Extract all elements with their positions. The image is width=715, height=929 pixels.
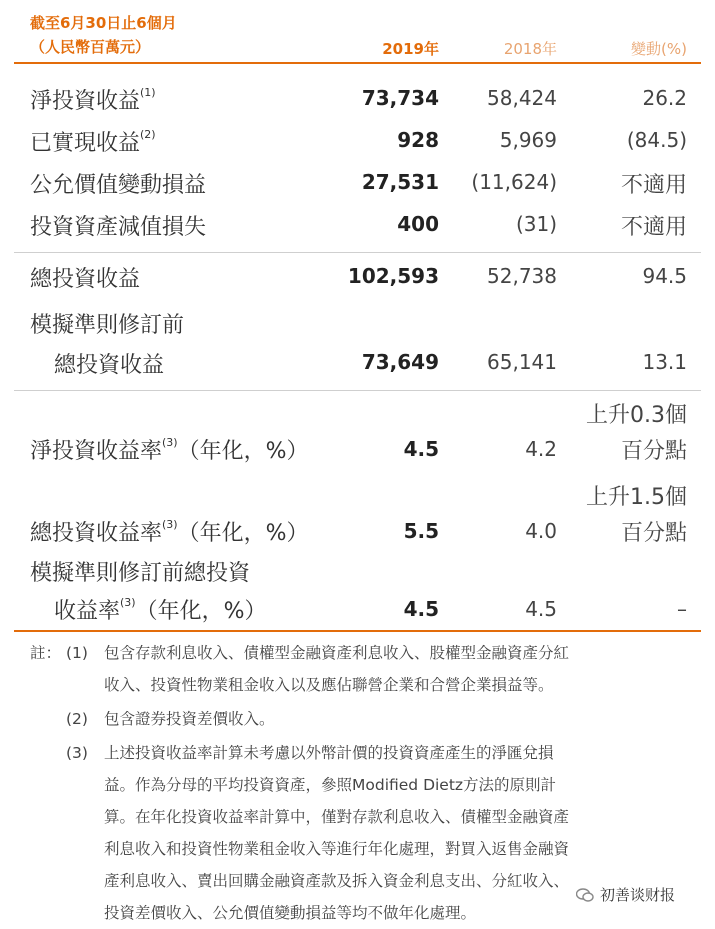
- column-header-2019: 2019年: [382, 40, 439, 58]
- row-label: 已實現收益$^{(2)}$: [30, 128, 156, 156]
- section-divider: [14, 252, 701, 253]
- value-change-line1: 上升1.5個: [586, 485, 687, 510]
- note-3-line: 益。作為分母的平均投資資產，參照Modified Dietz方法的原則計: [104, 776, 557, 794]
- table-row-fair-value-changes: [0, 166, 715, 206]
- note-3-line: 上述投資收益率計算未考慮以外幣計價的投資資產產生的淨匯兌損: [104, 744, 554, 762]
- note-1-line: 包含存款利息收入、債權型金融資產利息收入、股權型金融資產分紅: [104, 644, 570, 662]
- value-2018: 4.0: [525, 519, 557, 543]
- note-1-line: 收入、投資性物業租金收入以及應佔聯營企業和合營企業損益等。: [104, 676, 554, 694]
- watermark-text: 初善谈财报: [599, 886, 675, 904]
- value-2018: 58,424: [487, 86, 557, 110]
- value-2019: 73,734: [361, 86, 439, 110]
- table-row-simulated-total-investment-income: [0, 304, 715, 384]
- row-label-line1: 模擬準則修訂前總投資: [30, 561, 251, 586]
- value-2019: 5.5: [403, 519, 439, 543]
- table-row-net-investment-income: [0, 82, 715, 122]
- wechat-icon: [576, 888, 594, 902]
- value-change-line2: 百分點: [620, 439, 687, 464]
- notes-prefix: 註：: [30, 644, 62, 662]
- table-row-total-investment-income: [0, 260, 715, 300]
- note-1-mark: (1): [66, 644, 88, 662]
- value-2019: 73,649: [361, 350, 439, 374]
- value-2019: 4.5: [403, 597, 439, 621]
- table-row-simulated-total-investment-yield: [0, 554, 715, 630]
- row-label-line1: 模擬準則修訂前: [30, 313, 185, 338]
- table-row-realized-gains: [0, 124, 715, 164]
- value-2018: (31): [515, 212, 557, 236]
- value-2018: 52,738: [487, 264, 557, 288]
- row-label: 總投資收益率$^{(3)}$（年化，%）: [30, 518, 309, 546]
- value-change: 不適用: [620, 173, 687, 198]
- table-row-net-investment-yield: [0, 394, 715, 474]
- note-2-mark: (2): [66, 710, 88, 728]
- note-3-mark: (3): [66, 744, 88, 762]
- value-2019: 27,531: [361, 170, 439, 194]
- row-label: 投資資產減值損失: [30, 215, 207, 240]
- value-2018: 65,141: [487, 350, 557, 374]
- value-change: –: [677, 597, 687, 621]
- value-2018: (11,624): [471, 170, 557, 194]
- row-label: 淨投資收益$^{(1)}$: [30, 86, 156, 114]
- value-change-line1: 上升0.3個: [586, 403, 687, 428]
- note-2-line: 包含證券投資差價收入。: [104, 710, 275, 728]
- note-3-line: 投資差價收入、公允價值變動損益等均不做年化處理。: [104, 904, 477, 922]
- value-2018: 4.5: [525, 597, 557, 621]
- header-divider: [14, 62, 701, 64]
- value-change-line2: 百分點: [620, 521, 687, 546]
- value-2018: 4.2: [525, 437, 557, 461]
- column-header-2018: 2018年: [503, 40, 557, 58]
- value-2019: 928: [397, 128, 439, 152]
- value-2019: 400: [397, 212, 439, 236]
- column-header-change: 變動(%): [631, 40, 687, 58]
- value-2019: 4.5: [403, 437, 439, 461]
- row-label: 淨投資收益率$^{(3)}$（年化，%）: [30, 436, 309, 464]
- table-row-total-investment-yield: [0, 476, 715, 556]
- value-change: 不適用: [620, 215, 687, 240]
- note-3-line: 產利息收入、賣出回購金融資產款及拆入資金利息支出、分紅收入、: [104, 872, 570, 890]
- unit-header: （人民幣百萬元）: [30, 38, 151, 56]
- watermark: [576, 884, 675, 905]
- period-header: 截至6月30日止6個月: [30, 14, 177, 32]
- value-2018: 5,969: [499, 128, 557, 152]
- value-change: 94.5: [642, 264, 687, 288]
- row-label-line2: 總投資收益: [54, 353, 165, 378]
- row-label: 公允價值變動損益: [30, 173, 207, 198]
- section-divider: [14, 390, 701, 391]
- table-bottom-rule: [14, 630, 701, 632]
- value-2019: 102,593: [347, 264, 439, 288]
- note-3-line: 利息收入和投資性物業租金收入等進行年化處理，對買入返售金融資: [104, 840, 570, 858]
- value-change: (84.5): [626, 128, 687, 152]
- value-change: 13.1: [642, 350, 687, 374]
- table-row-impairment-losses: [0, 208, 715, 248]
- row-label-line2: 收益率$^{(3)}$（年化，%）: [54, 596, 267, 624]
- note-3-line: 算。在年化投資收益率計算中，僅對存款利息收入、債權型金融資產: [104, 808, 570, 826]
- value-change: 26.2: [642, 86, 687, 110]
- row-label: 總投資收益: [30, 267, 141, 292]
